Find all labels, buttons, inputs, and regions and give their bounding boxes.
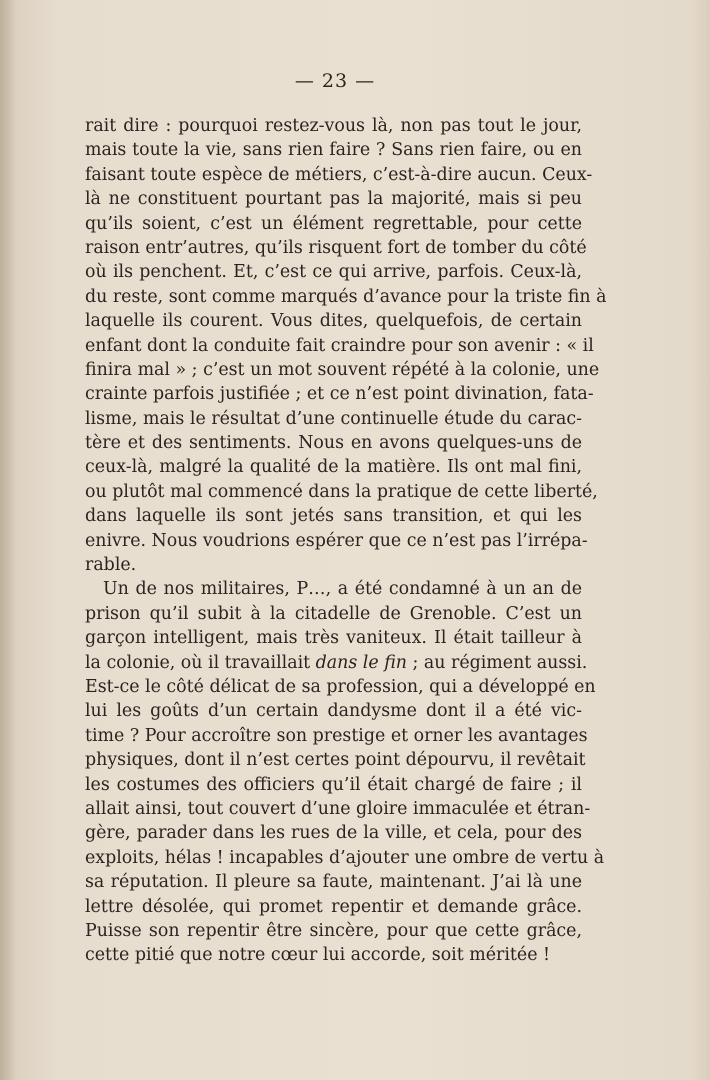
text-line: rait dire : pourquoi restez-vous là, non pas tout le jour, xyxy=(85,116,582,136)
text-line: enfant dont la conduite fait craindre pour son avenir : « il xyxy=(85,335,594,356)
text-line: prison qu’il subit à la citadelle de Grenoble. C’est un xyxy=(85,603,582,624)
text-line: dans laquelle ils sont jetés sans transition, et qui les xyxy=(85,506,582,527)
text-line: enivre. Nous voudrions espérer que ce n’est pas l’irrépa- xyxy=(85,530,588,551)
page-number: — 23 — xyxy=(294,70,376,92)
text-line: allait ainsi, tout couvert d’une gloire immaculée et étran- xyxy=(85,798,591,819)
text-line: sa réputation. Il pleure sa faute, maintenant. J’ai là une xyxy=(85,872,582,893)
text-line-with-italic xyxy=(85,651,588,675)
text-line: où ils penchent. Et, c’est ce qui arrive, parfois. Ceux-là, xyxy=(85,262,582,283)
text-line: Un de nos militaires, P…, a été condamné à un an de xyxy=(103,579,582,600)
text-line: Est-ce le côté délicat de sa profession, qui a développé en xyxy=(85,676,596,697)
text-line: ou plutôt mal commencé dans la pratique de cette liberté, xyxy=(85,481,598,502)
text-line: rable. xyxy=(85,555,137,576)
text-run: la colonie, où il travaillait xyxy=(85,652,316,673)
text-line: ceux-là, malgré la qualité de la matière. Ils ont mal fini, xyxy=(85,457,582,478)
text-line: garçon intelligent, mais très vaniteux. Il était tailleur à xyxy=(85,628,582,649)
text-line: physiques, dont il n’est certes point dépourvu, il revêtait xyxy=(85,750,586,771)
text-line: Puisse son repentir être sincère, pour que cette grâce, xyxy=(85,920,582,941)
text-line: qu’ils soient, c’est un élément regrettable, pour cette xyxy=(85,213,582,234)
body-text xyxy=(85,114,607,968)
text-line: lui les goûts d’un certain dandysme dont il a été vic- xyxy=(85,701,582,722)
text-line: lettre désolée, qui promet repentir et demande grâce. xyxy=(85,896,582,917)
text-line: là ne constituent pourtant pas la majorité, mais si peu xyxy=(85,189,582,210)
text-line: du reste, sont comme marqués d’avance pour la triste fin à xyxy=(85,286,607,307)
text-line: gère, parader dans les rues de la ville, et cela, pour des xyxy=(85,823,582,844)
text-line: crainte parfois justifiée ; et ce n’est point divination, fata- xyxy=(85,384,594,405)
text-line: raison entr’autres, qu’ils risquent fort de tomber du côté xyxy=(85,237,587,258)
page-spine-shadow xyxy=(0,0,14,1080)
text-line: faisant toute espèce de métiers, c’est-à-dire aucun. Ceux- xyxy=(85,164,593,185)
text-line: finira mal » ; c’est un mot souvent répété à la colonie, une xyxy=(85,359,600,380)
text-line: time ? Pour accroître son prestige et orner les avantages xyxy=(85,725,588,746)
text-line: laquelle ils courent. Vous dites, quelquefois, de certain xyxy=(85,311,582,332)
text-line: mais toute la vie, sans rien faire ? Sans rien faire, ou en xyxy=(85,140,582,161)
text-line: cette pitié que notre cœur lui accorde, soit méritée ! xyxy=(85,945,550,966)
text-line: tère et des sentiments. Nous en avons quelques-uns de xyxy=(85,433,582,454)
text-run: ; au régiment aussi. xyxy=(407,652,588,673)
text-line: exploits, hélas ! incapables d’ajouter une ombre de vertu à xyxy=(85,847,605,868)
text-line: lisme, mais le résultat d’une continuelle étude du carac- xyxy=(85,408,582,429)
text-line: les costumes des officiers qu’il était chargé de faire ; il xyxy=(85,774,582,795)
italic-text: dans le fin xyxy=(315,652,407,673)
